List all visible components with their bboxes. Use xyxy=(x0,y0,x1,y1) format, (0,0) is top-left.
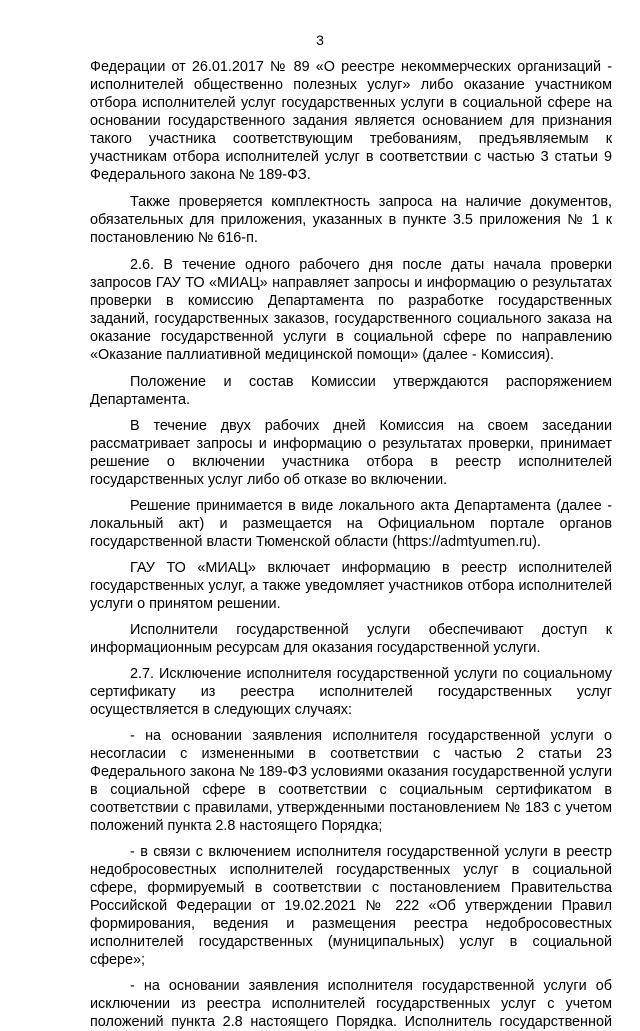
page-number: 3 xyxy=(316,32,324,48)
list-item-disagreement: - на основании заявления исполнителя государственной услуги о несогласии с измененными в соответствии с частью 2 статьи 23 Федерального закона № 189-ФЗ условиями оказания государственной услуги в социальной сфере в соответствии с социальным сертификатом в соответствии с правилами, утвержденными постановлением № 183 с учетом положений пункта 2.8 настоящего Порядка; xyxy=(90,728,612,834)
list-item-unscrupulous-registry: - в связи с включением исполнителя государственной услуги в реестр недобросовестных исполнителей государственных услуг в социальной сфере, формируемый в соответствии с постановлением Правительства Российской Федерации от 19.02.2021 № 222 «Об утверждении Правил формирования, ведения и размещения реестра недобросовестных исполнителей государственных (муниципальных) услуг в социальной сфере»; xyxy=(90,844,612,968)
paragraph-registry-inclusion: ГАУ ТО «МИАЦ» включает информацию в реестр исполнителей государственных услуг, а также уведомляет участников отбора исполнителей услуги о принятом решении. xyxy=(90,560,612,612)
paragraph-continuation: Федерации от 26.01.2017 № 89 «О реестре некоммерческих организаций - исполнителей общественно полезных услуг» либо оказание участником отбора исполнителей услуг государственных услуги в социальной сфере на основании государственного задания является основанием для признания такого участника соответствующим требованиям, предъявляемым к участникам отбора исполнителей услуг в соответствии с частью 3 статьи 9 Федерального закона № 189-ФЗ. xyxy=(90,59,612,183)
paragraph-2-7: 2.7. Исключение исполнителя государственной услуги по социальному сертификату из реестра исполнителей государственных услуг осуществляется в следующих случаях: xyxy=(90,666,612,718)
paragraph-commission-review: В течение двух рабочих дней Комиссия на своем заседании рассматривает запросы и информацию о результатах проверки, принимает решение о включении участника отбора в реестр исполнителей государственных услуг либо об отказе во включении. xyxy=(90,418,612,488)
document-body xyxy=(90,58,612,1031)
paragraph-2-6: 2.6. В течение одного рабочего дня после даты начала проверки запросов ГАУ ТО «МИАЦ» направляет запросы и информацию о результатах проверки в комиссию Департамента по разработке государственных заданий, государственных заказов, государственного социального заказа на оказание государственной услуги в социальной сфере по направлению «Оказание паллиативной медицинской помощи» (далее - Комиссия). xyxy=(90,257,612,363)
paragraph-access-provision: Исполнители государственной услуги обеспечивают доступ к информационным ресурсам для оказания государственной услуги. xyxy=(90,622,612,656)
list-item-exclusion-request: - на основании заявления исполнителя государственной услуги об исключении из реестра исполнителей государственных услуг с учетом положений пункта 2.8 настоящего Порядка. Исполнитель государственной xyxy=(90,978,612,1030)
paragraph-local-act: Решение принимается в виде локального акта Департамента (далее - локальный акт) и размещается на Официальном портале органов государственной власти Тюменской области (https://admtyumen.ru). xyxy=(90,498,612,550)
paragraph-completeness-check: Также проверяется комплектность запроса на наличие документов, обязательных для приложения, указанных в пункте 3.5 приложения № 1 к постановлению № 616-п. xyxy=(90,194,612,246)
paragraph-commission-composition: Положение и состав Комиссии утверждаются распоряжением Департамента. xyxy=(90,374,612,408)
